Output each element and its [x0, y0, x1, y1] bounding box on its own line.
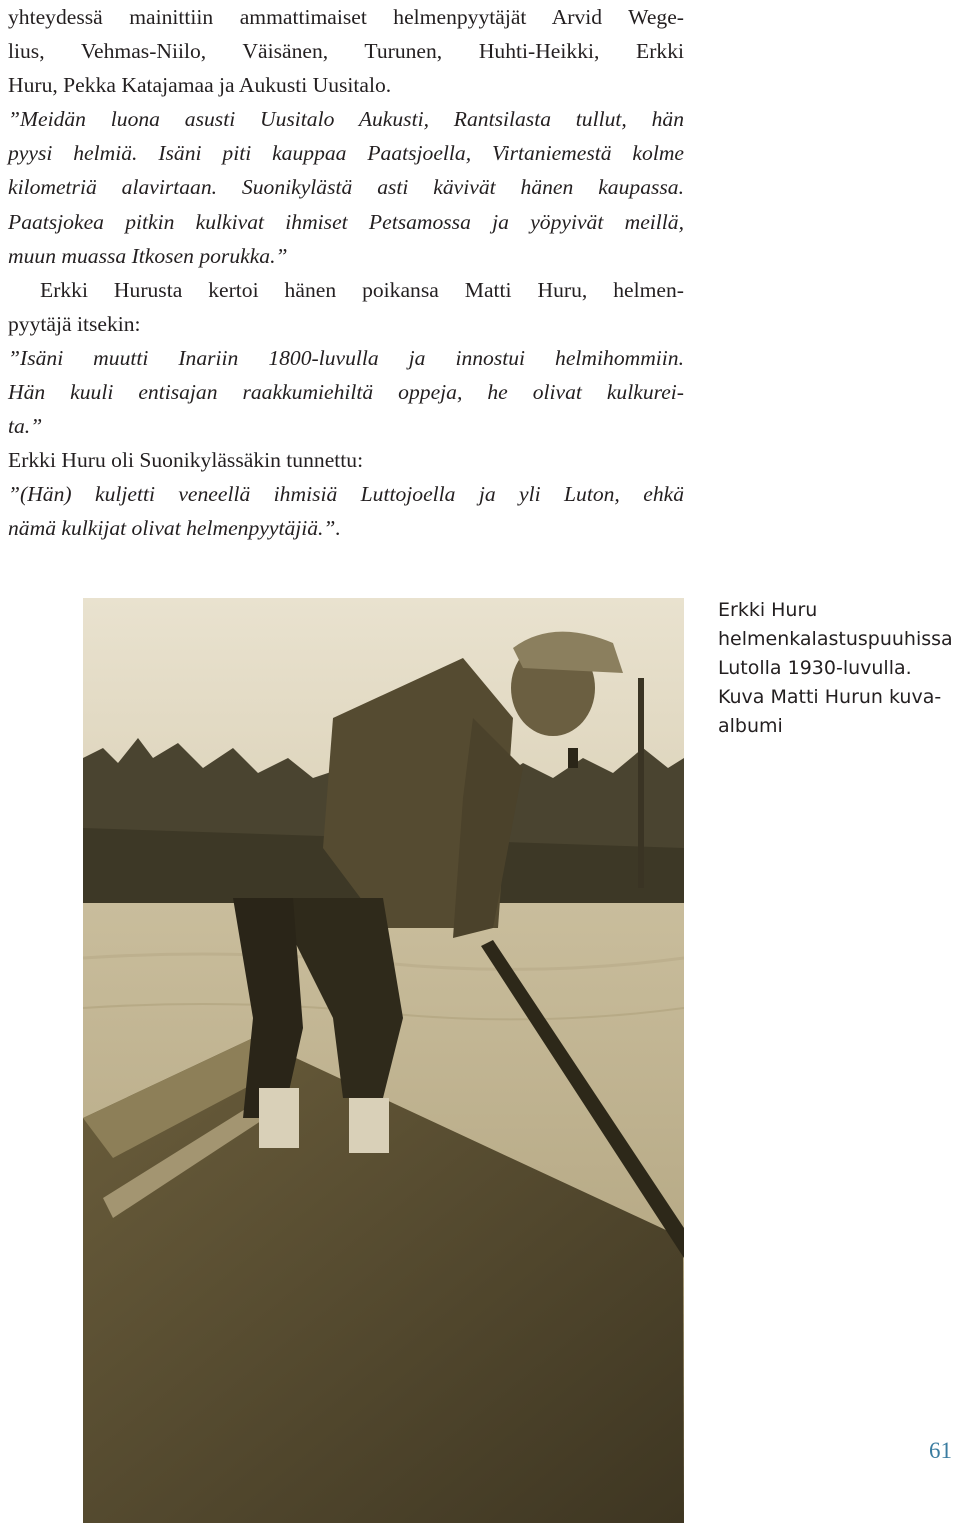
caption-line: Erkki Huru — [718, 599, 818, 621]
photo-caption — [718, 596, 954, 741]
photo-illustration — [83, 598, 684, 1523]
body-text-line: nämä kulkijat olivat helmenpyytäjiä.”. — [8, 516, 341, 541]
body-text-line: kilometriä alavirtaan. Suonikylästä asti kävivät hänen kaupassa. — [8, 175, 684, 200]
body-text-line: pyysi helmiä. Isäni piti kauppaa Paatsjoella, Virtaniemestä kolme — [8, 141, 684, 166]
body-text-line: Paatsjokea pitkin kulkivat ihmiset Petsamossa ja yöpyivät meillä, — [8, 209, 684, 234]
body-text-line: lius, Vehmas-Niilo, Väisänen, Turunen, Huhti-Heikki, Erkki — [8, 39, 684, 64]
caption-line: Lutolla 1930-luvulla. — [718, 657, 912, 679]
caption-line: albumi — [718, 715, 783, 737]
body-text-line: yhteydessä mainittiin ammattimaiset helmenpyytäjät Arvid Wege- — [8, 5, 684, 29]
body-text-line: muun muassa Itkosen porukka.” — [8, 243, 288, 268]
body-text-line: Huru, Pekka Katajamaa ja Aukusti Uusitalo. — [8, 73, 392, 98]
caption-line: Kuva Matti Hurun kuva- — [718, 686, 942, 708]
body-text-line: ”Isäni muutti Inariin 1800-luvulla ja innostui helmihommiin. — [8, 345, 684, 370]
body-text-line: Hän kuuli entisajan raakkumiehiltä oppeja, he olivat kulkurei- — [8, 380, 684, 405]
page-number: 61 — [929, 1438, 952, 1463]
body-text-line: Erkki Huru oli Suonikylässäkin tunnettu: — [8, 448, 364, 473]
body-text — [8, 0, 684, 546]
body-text-line: ”Meidän luona asusti Uusitalo Aukusti, Rantsilasta tullut, hän — [8, 107, 684, 132]
photo-erkki-huru — [83, 598, 684, 1523]
body-text-line: ”(Hän) kuljetti veneellä ihmisiä Luttojoella ja yli Luton, ehkä — [8, 482, 684, 507]
body-text-line: ta.” — [8, 414, 43, 439]
body-text-line: pyytäjä itsekin: — [8, 311, 141, 336]
caption-line: helmenkalastuspuuhissa — [718, 628, 953, 650]
body-text-line: Erkki Hurusta kertoi hänen poikansa Matti Huru, helmen- — [40, 277, 684, 302]
